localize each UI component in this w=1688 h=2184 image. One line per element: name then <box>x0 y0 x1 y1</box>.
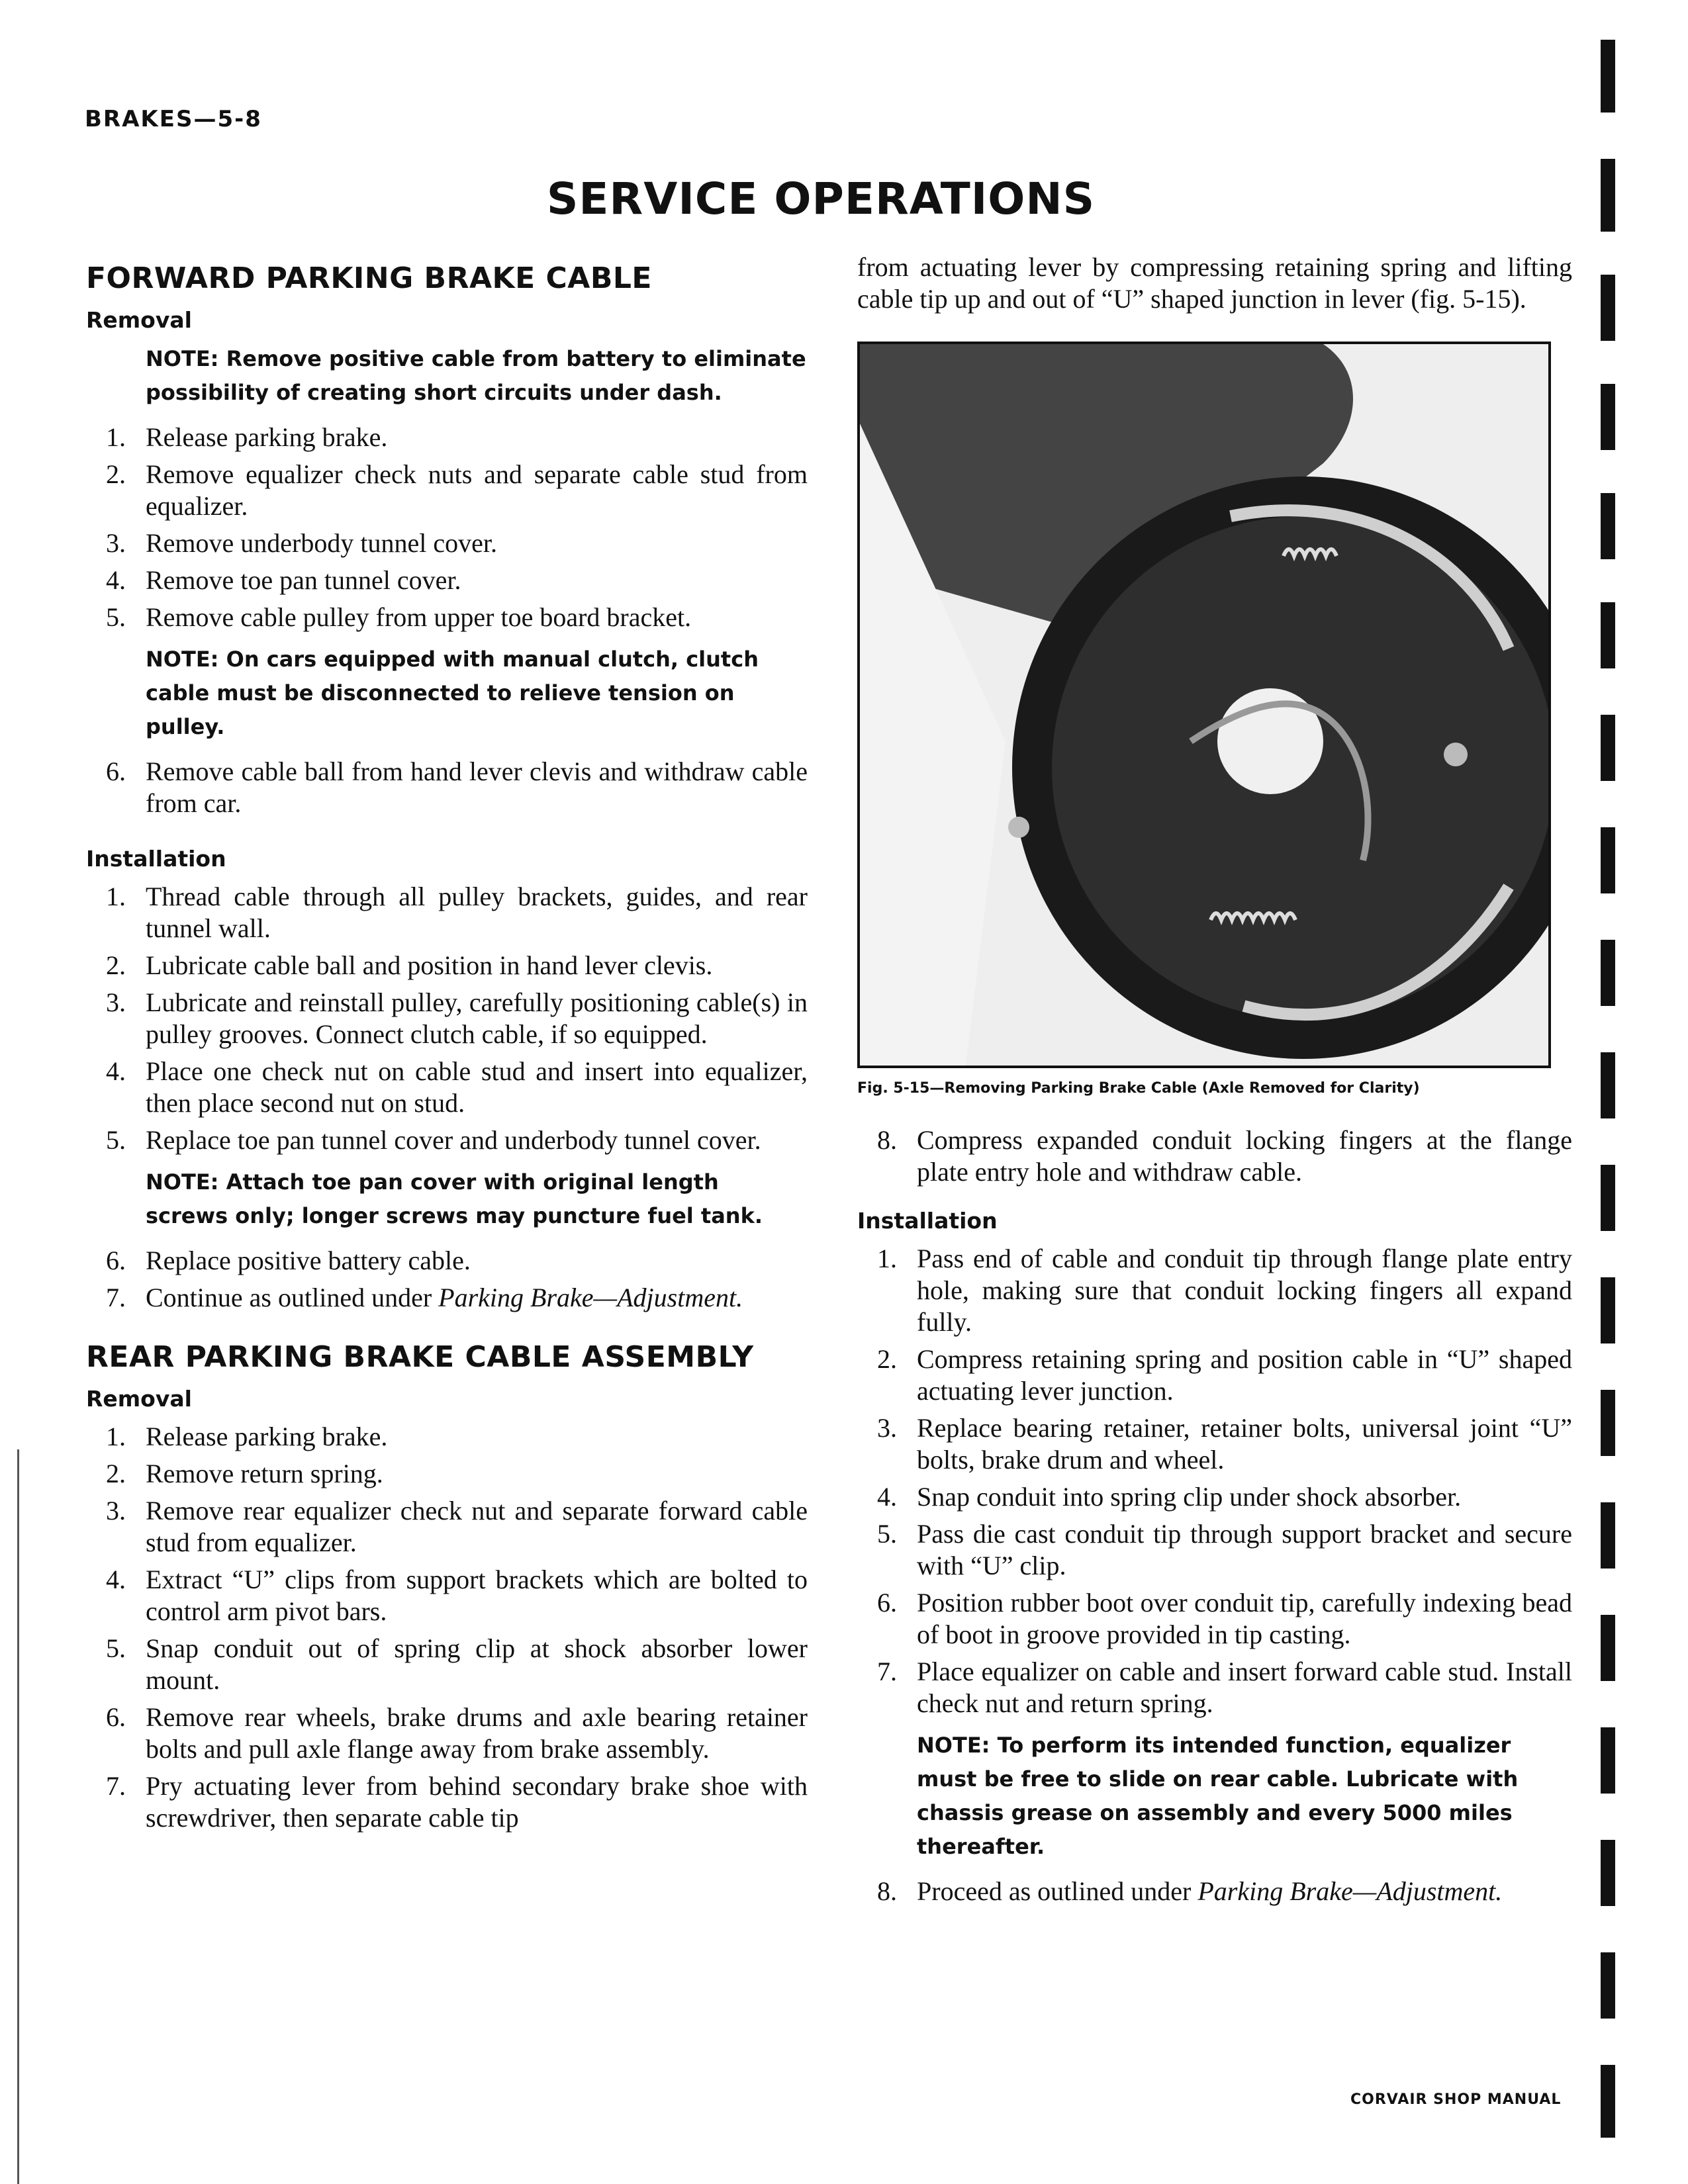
continued-paragraph: from actuating lever by compressing retaining spring and lifting cable tip up and out of “U” shaped junction in lever (fig. 5-15). <box>857 252 1572 314</box>
removal-steps-b <box>86 756 808 819</box>
note-toe-pan: NOTE: Attach toe pan cover with original length screws only; longer screws may puncture fuel tank. <box>146 1169 763 1228</box>
list-item: 2. Lubricate cable ball and position in hand lever clevis. <box>106 950 713 980</box>
footer-manual-title: CORVAIR SHOP MANUAL <box>1350 2091 1562 2108</box>
list-item: 1. Pass end of cable and conduit tip through flange plate entry hole, making sure that conduit locking fingers all expand fully. <box>877 1244 1572 1337</box>
margin-line <box>17 1449 19 2184</box>
margin-bar <box>1601 1840 1615 1906</box>
subheading-removal: Removal <box>86 307 192 333</box>
list-item: 7. Place equalizer on cable and insert forward cable stud. Install check nut and return spring. <box>877 1657 1572 1718</box>
note-equalizer: NOTE: To perform its intended function, equalizer must be free to slide on rear cable. Lubricate with chassis grease on assembly and every 5000 miles thereafter. <box>917 1733 1519 1859</box>
margin-bar <box>1601 940 1615 1006</box>
margin-bar <box>1601 1727 1615 1794</box>
removal-steps-a <box>86 422 808 633</box>
list-item: 5. Replace toe pan tunnel cover and underbody tunnel cover. <box>106 1125 761 1155</box>
margin-bar <box>1601 602 1615 668</box>
list-item: 3. Remove rear equalizer check nut and separate forward cable stud from equalizer. <box>106 1496 808 1557</box>
list-item: 3. Lubricate and reinstall pulley, carefully positioning cable(s) in pulley grooves. Connect clutch cable, if so equipped. <box>106 987 808 1049</box>
list-item: 7. Pry actuating lever from behind secondary brake shoe with screwdriver, then separate cable tip <box>106 1771 808 1833</box>
removal-step-8 <box>857 1124 1572 1188</box>
installation-steps-b <box>86 1245 808 1314</box>
list-item: 6. Position rubber boot over conduit tip, carefully indexing bead of boot in groove provided in tip casting. <box>877 1588 1572 1649</box>
list-item: 5. Pass die cast conduit tip through support bracket and secure with “U” clip. <box>877 1519 1572 1580</box>
margin-bar <box>1601 1952 1615 2019</box>
left-column <box>86 261 808 1839</box>
margin-bar <box>1601 2065 1615 2138</box>
subheading-installation-rear: Installation <box>857 1208 998 1234</box>
section-title-rear-cable: REAR PARKING BRAKE CABLE ASSEMBLY <box>86 1340 754 1374</box>
right-column <box>857 251 1572 1913</box>
list-item: 4. Remove toe pan tunnel cover. <box>106 565 461 595</box>
margin-bar <box>1601 1052 1615 1118</box>
page-header-label: BRAKES—5-8 <box>85 106 262 132</box>
rear-installation-step-8 <box>857 1876 1572 1907</box>
list-item: 3. Replace bearing retainer, retainer bolts, universal joint “U” bolts, brake drum and wheel. <box>877 1413 1572 1475</box>
list-item: 2. Compress retaining spring and position cable in “U” shaped actuating lever junction. <box>877 1344 1572 1406</box>
list-item: 1. Release parking brake. <box>106 422 388 452</box>
list-item: 8. Compress expanded conduit locking fingers at the flange plate entry hole and withdraw cable. <box>877 1125 1572 1187</box>
margin-bar <box>1601 275 1615 341</box>
list-item: 6. Remove rear wheels, brake drums and axle bearing retainer bolts and pull axle flange away from brake assembly. <box>106 1702 808 1764</box>
brake-assembly-illustration <box>860 344 1548 1066</box>
rear-removal-steps <box>86 1421 808 1834</box>
list-item: 5. Remove cable pulley from upper toe board bracket. <box>106 602 692 632</box>
list-item: 6. Replace positive battery cable. <box>106 1246 471 1275</box>
figure-caption: Fig. 5-15—Removing Parking Brake Cable (Axle Removed for Clarity) <box>857 1080 1420 1097</box>
list-item: 8. Proceed as outlined under Parking Brake—Adjustment. <box>877 1876 1503 1906</box>
margin-bar <box>1601 40 1615 113</box>
page-title: SERVICE OPERATIONS <box>546 173 1096 224</box>
list-item: 4. Place one check nut on cable stud and insert into equalizer, then place second nut on stud. <box>106 1056 808 1118</box>
margin-bar <box>1601 384 1615 450</box>
margin-bar <box>1601 159 1615 232</box>
list-item: 2. Remove return spring. <box>106 1459 383 1488</box>
section-title-forward-cable: FORWARD PARKING BRAKE CABLE <box>86 261 652 295</box>
list-item: 6. Remove cable ball from hand lever clevis and withdraw cable from car. <box>106 756 808 818</box>
installation-steps-a <box>86 881 808 1156</box>
subheading-installation: Installation <box>86 846 226 872</box>
margin-bar <box>1601 1277 1615 1343</box>
margin-bar <box>1601 493 1615 559</box>
margin-bar <box>1601 1390 1615 1456</box>
list-item: 2. Remove equalizer check nuts and separate cable stud from equalizer. <box>106 459 808 521</box>
list-item: 3. Remove underbody tunnel cover. <box>106 528 497 558</box>
list-item: 4. Extract “U” clips from support brackets which are bolted to control arm pivot bars. <box>106 1565 808 1626</box>
note-battery: NOTE: Remove positive cable from battery to eliminate possibility of creating short circuits under dash. <box>146 346 806 405</box>
margin-bar <box>1601 827 1615 893</box>
list-item: 1. Release parking brake. <box>106 1422 388 1451</box>
rear-installation-steps <box>857 1243 1572 1719</box>
list-item: 7. Continue as outlined under Parking Brake—Adjustment. <box>106 1283 743 1312</box>
figure-brake-photo <box>857 341 1551 1068</box>
note-clutch: NOTE: On cars equipped with manual clutch, clutch cable must be disconnected to relieve tension on pulley. <box>146 647 759 739</box>
margin-bar <box>1601 1165 1615 1231</box>
margin-bar <box>1601 715 1615 781</box>
list-item: 5. Snap conduit out of spring clip at shock absorber lower mount. <box>106 1633 808 1695</box>
margin-bar <box>1601 1615 1615 1681</box>
list-item: 4. Snap conduit into spring clip under shock absorber. <box>877 1482 1462 1512</box>
margin-bar <box>1601 1502 1615 1569</box>
list-item: 1. Thread cable through all pulley brackets, guides, and rear tunnel wall. <box>106 882 808 943</box>
subheading-removal-rear: Removal <box>86 1386 192 1412</box>
